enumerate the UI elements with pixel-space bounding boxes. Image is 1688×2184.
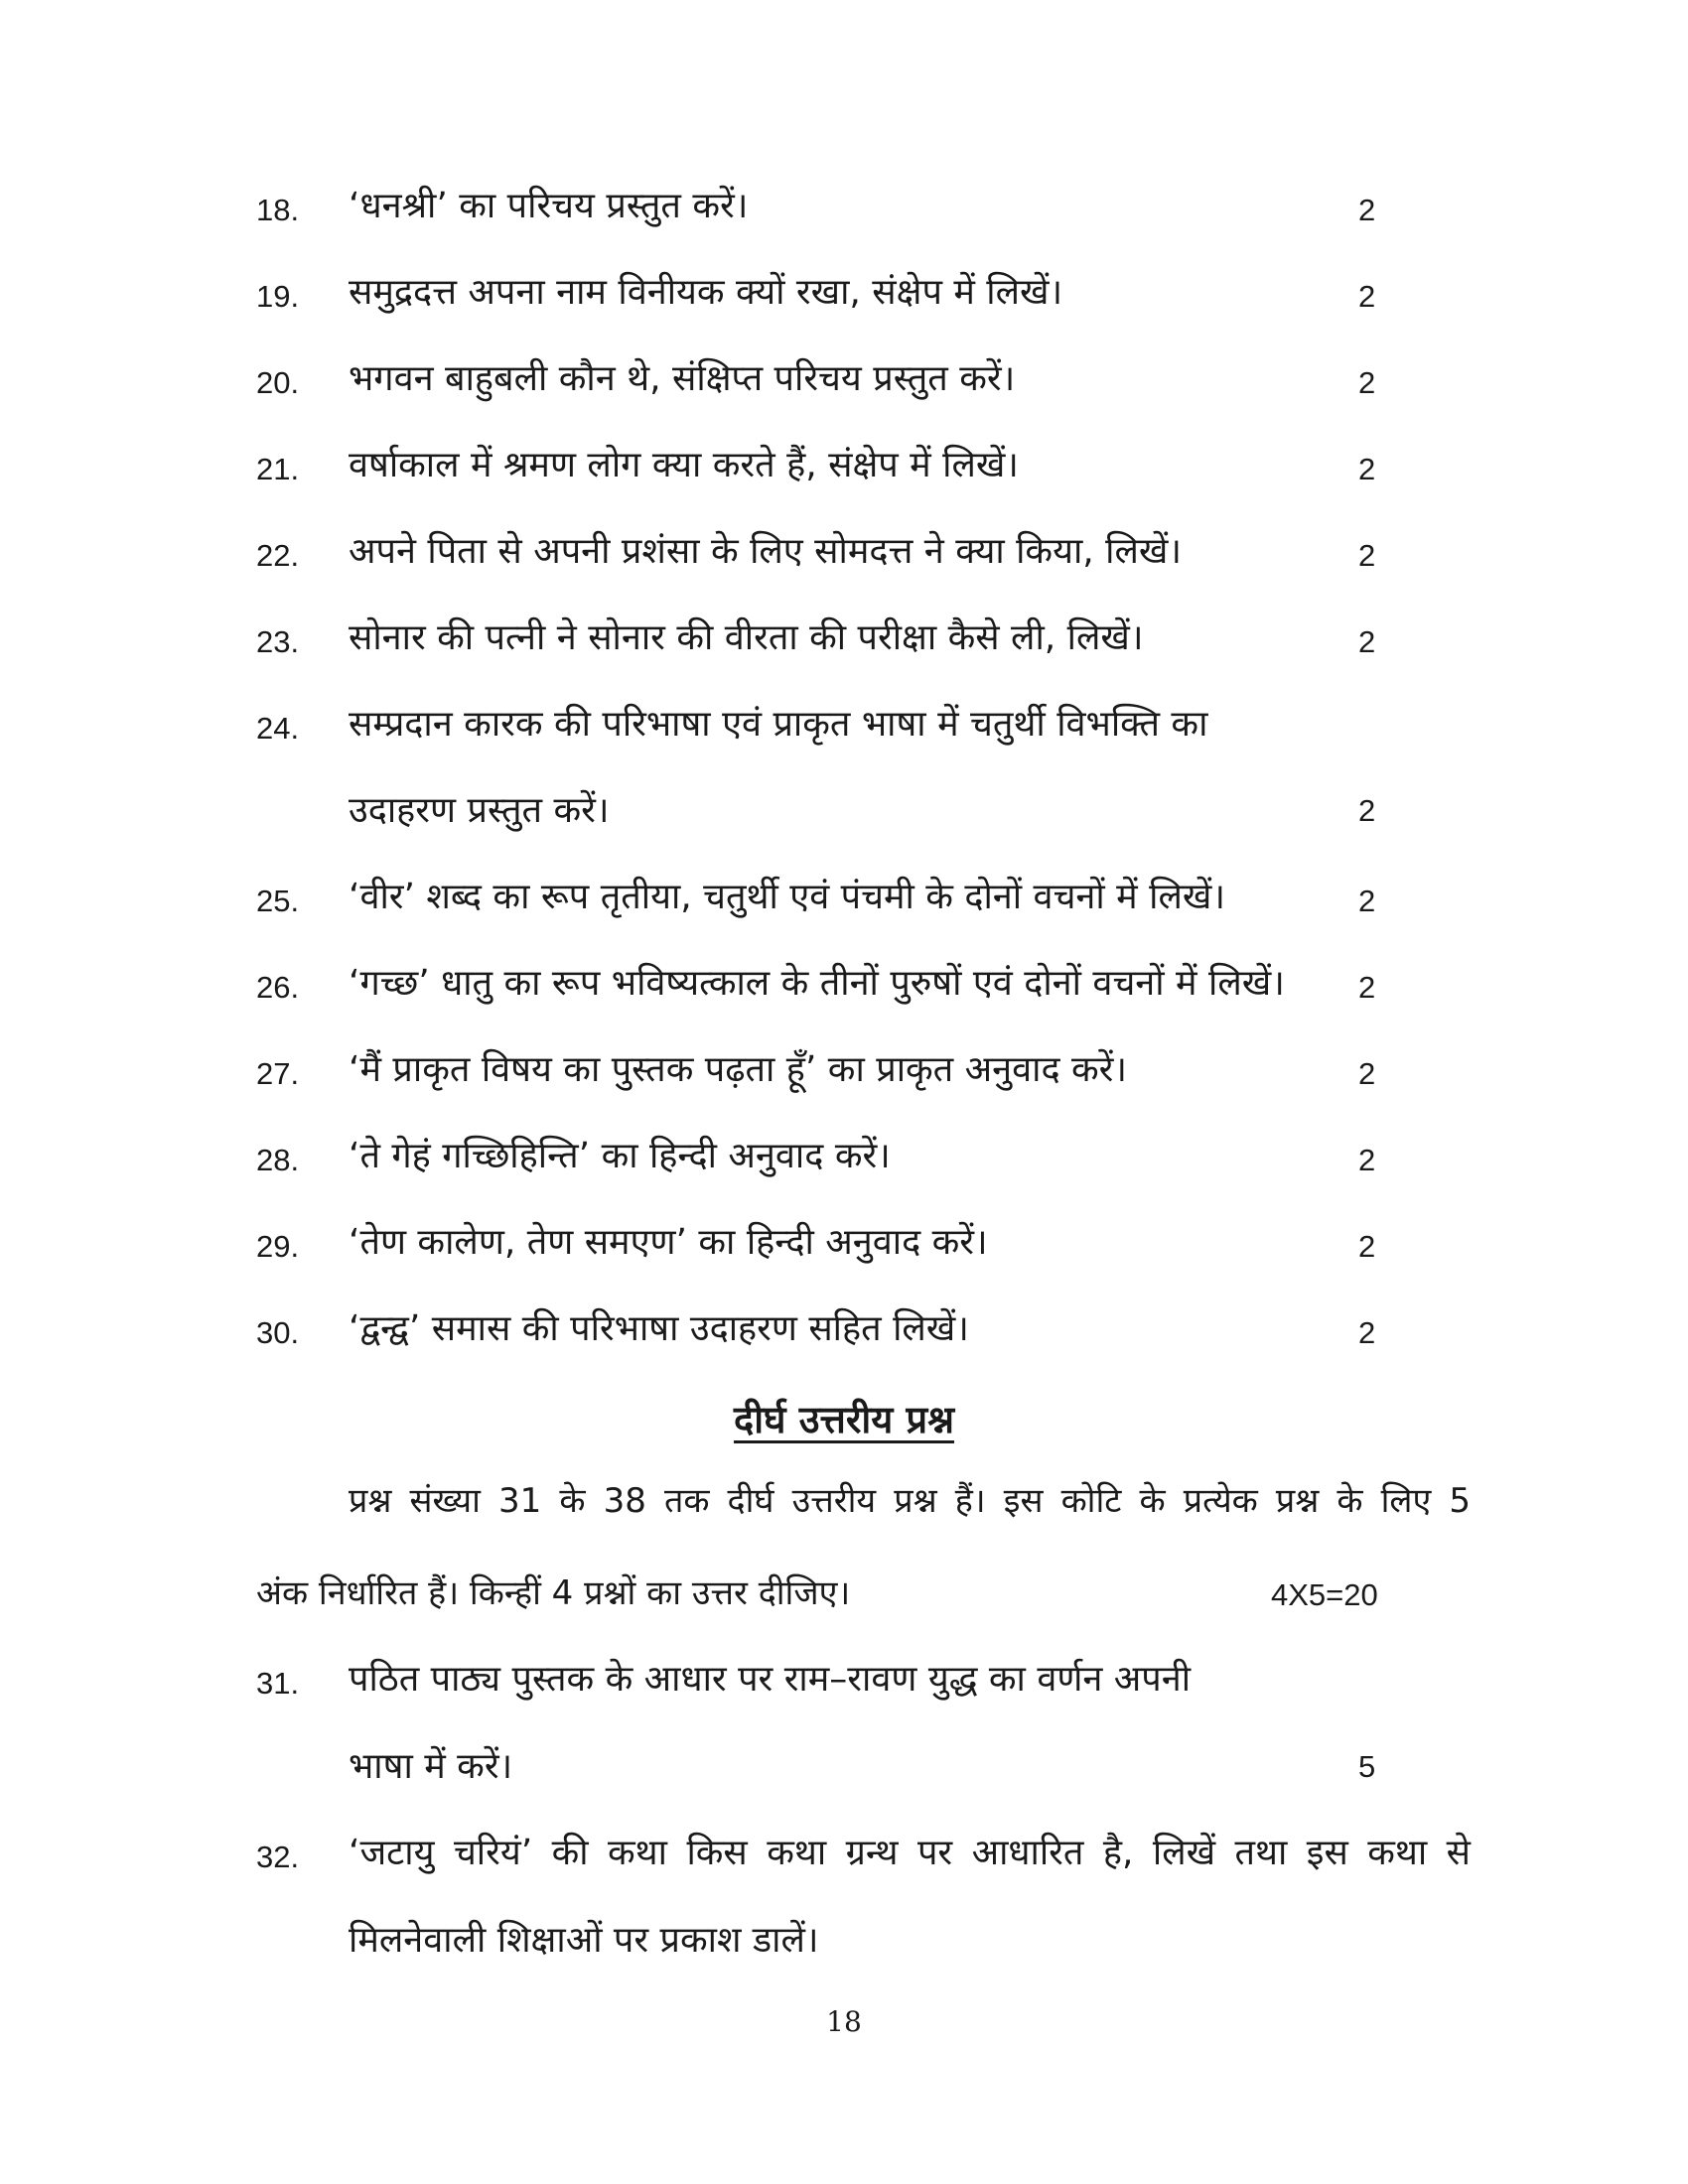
- page-number: 18: [826, 2005, 862, 2038]
- question-marks: 2: [1358, 365, 1376, 400]
- question-marks: 2: [1358, 279, 1376, 314]
- question-marks: 2: [1358, 1056, 1376, 1091]
- question-32-continuation: मिलनेवाली शिक्षाओं पर प्रकाश डालें।: [349, 1920, 819, 1961]
- question-number: 19.: [256, 279, 300, 314]
- question-text: ‘धनश्री’ का परिचय प्रस्तुत करें।: [349, 186, 749, 226]
- question-text: ‘वीर’ शब्द का रूप तृतीया, चतुर्थी एवं पंचमी के दोनों वचनों में लिखें।: [349, 877, 1225, 917]
- question-number: 26.: [256, 970, 300, 1005]
- question-number: 28.: [256, 1143, 300, 1177]
- question-marks: 2: [1358, 624, 1376, 659]
- question-text: समुद्रदत्त अपना नाम विनीयक क्यों रखा, संक्षेप में लिखें।: [349, 272, 1063, 313]
- instruction-line-2: अंक निर्धारित हैं। किन्हीं 4 प्रश्नों का उत्तर दीजिए।: [256, 1573, 851, 1613]
- question-number: 23.: [256, 624, 300, 659]
- question-number: 29.: [256, 1229, 300, 1264]
- question-number: 18.: [256, 193, 300, 227]
- question-32-text-line-1: ‘जटायु चरियं’ की कथा किस कथा ग्रन्थ पर आधारित है, लिखें तथा इस कथा से: [349, 1833, 1471, 1873]
- marks-formula: 4X5=20: [1271, 1577, 1378, 1612]
- question-number: 27.: [256, 1056, 300, 1091]
- section-heading-text: दीर्घ उत्तरीय प्रश्न: [734, 1398, 954, 1441]
- question-number: 21.: [256, 452, 300, 486]
- question-marks: 2: [1358, 193, 1376, 227]
- question-text: ‘गच्छ’ धातु का रूप भविष्यत्काल के तीनों पुरुषों एवं दोनों वचनों में लिखें।: [349, 963, 1285, 1004]
- question-31-marks: 5: [1358, 1749, 1376, 1784]
- question-number: 25.: [256, 884, 300, 918]
- question-number: 22.: [256, 538, 300, 573]
- question-marks: 2: [1358, 1143, 1376, 1177]
- section-heading: [0, 1395, 1688, 1444]
- question-24-marks: 2: [1358, 793, 1376, 828]
- question-marks: 2: [1358, 1229, 1376, 1264]
- question-text: भगवन बाहुबली कौन थे, संक्षिप्त परिचय प्रस्तुत करें।: [349, 358, 1016, 399]
- question-marks: 2: [1358, 970, 1376, 1005]
- question-text: ‘ते गेहं गच्छिहिन्ति’ का हिन्दी अनुवाद करें।: [349, 1136, 891, 1176]
- question-text-line-1: सम्प्रदान कारक की परिभाषा एवं प्राकृत भाषा में चतुर्थी विभक्ति का: [349, 704, 1208, 745]
- question-marks: 2: [1358, 452, 1376, 486]
- question-text: वर्षाकाल में श्रमण लोग क्या करते हैं, संक्षेप में लिखें।: [349, 445, 1019, 485]
- question-marks: 2: [1358, 884, 1376, 918]
- question-text: ‘मैं प्राकृत विषय का पुस्तक पढ़ता हूँ’ का प्राकृत अनुवाद करें।: [349, 1049, 1128, 1090]
- question-text-line-1: पठित पाठ्य पुस्तक के आधार पर राम–रावण युद्ध का वर्णन अपनी: [349, 1659, 1192, 1700]
- question-number: 30.: [256, 1315, 300, 1350]
- question-text: ‘द्वन्द्व’ समास की परिभाषा उदाहरण सहित लिखें।: [349, 1308, 969, 1349]
- question-number: 32.: [256, 1840, 300, 1874]
- question-text: ‘तेण कालेण, तेण समएण’ का हिन्दी अनुवाद करें।: [349, 1222, 988, 1263]
- instruction-line-1: प्रश्न संख्या 31 के 38 तक दीर्घ उत्तरीय प्रश्न हैं। इस कोटि के प्रत्येक प्रश्न के लिए 5: [349, 1481, 1471, 1521]
- question-marks: 2: [1358, 1315, 1376, 1350]
- question-text: सोनार की पत्नी ने सोनार की वीरता की परीक्षा कैसे ली, लिखें।: [349, 617, 1144, 658]
- question-number: 24.: [256, 711, 300, 746]
- question-text: अपने पिता से अपनी प्रशंसा के लिए सोमदत्त ने क्या किया, लिखें।: [349, 531, 1182, 572]
- question-number: 31.: [256, 1666, 300, 1701]
- question-31-continuation: भाषा में करें।: [349, 1746, 513, 1787]
- question-number: 20.: [256, 365, 300, 400]
- question-24-continuation: उदाहरण प्रस्तुत करें।: [349, 790, 610, 831]
- question-marks: 2: [1358, 538, 1376, 573]
